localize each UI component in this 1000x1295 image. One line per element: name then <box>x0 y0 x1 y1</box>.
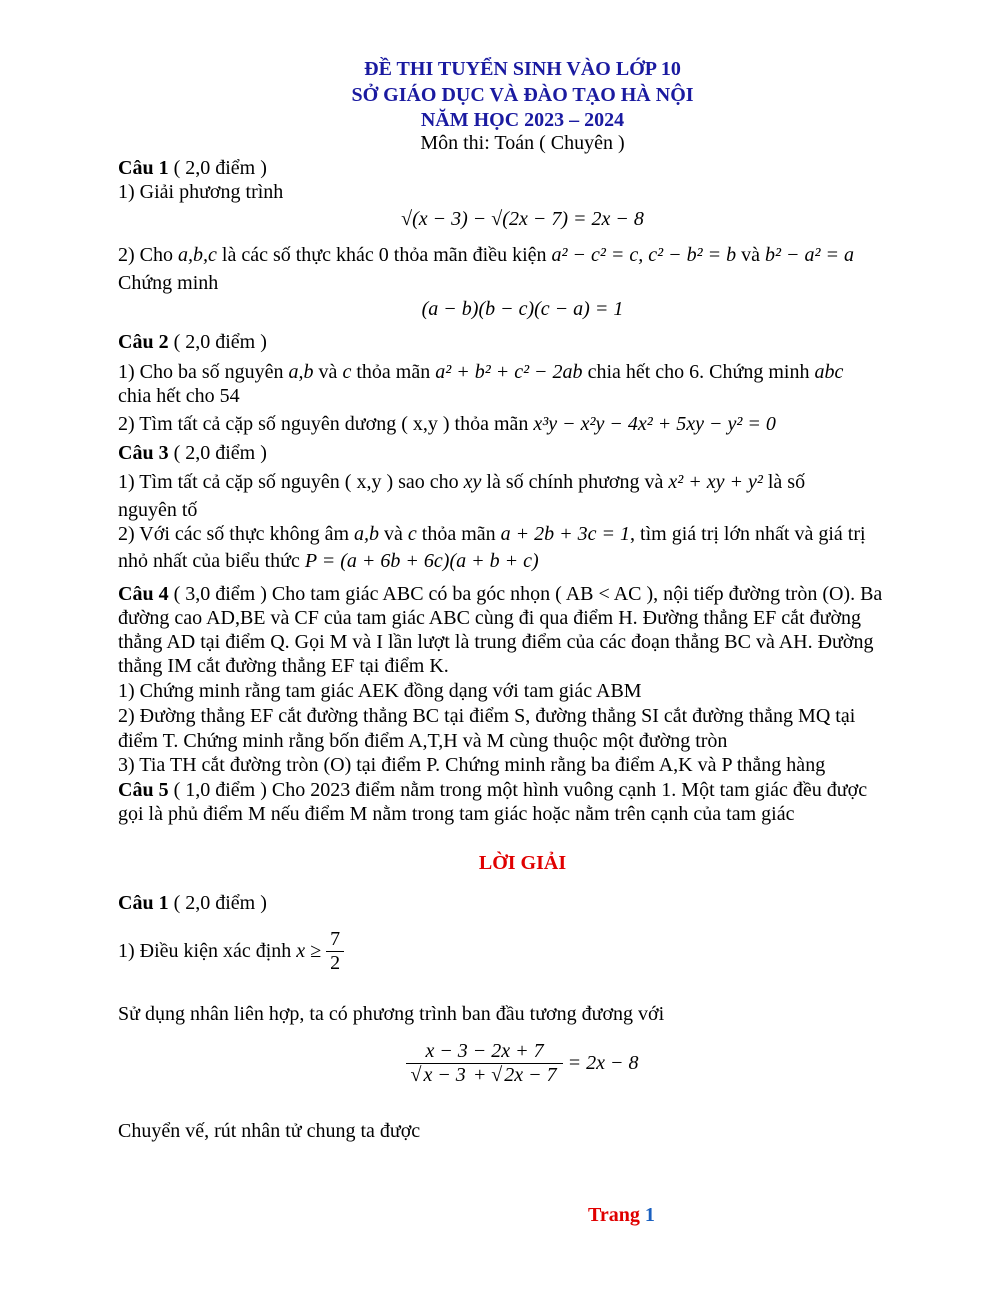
question-5-line-1: Câu 5 ( 1,0 điểm ) Cho 2023 điểm nằm trong một hình vuông cạnh 1. Một tam giác đều được <box>118 779 868 801</box>
exam-title: ĐỀ THI TUYỂN SINH VÀO LỚP 10 <box>364 58 681 80</box>
department-title: SỞ GIÁO DỤC VÀ ĐÀO TẠO HÀ NỘI <box>351 84 694 106</box>
question-3-heading: Câu 3 ( 2,0 điểm ) <box>118 442 267 464</box>
equation-1: √(x − 3) − √(2x − 7) = 2x − 8 <box>401 208 644 230</box>
question-1-heading: Câu 1 ( 2,0 điểm ) <box>118 157 267 179</box>
prove-label: Chứng minh <box>118 272 219 294</box>
school-year: NĂM HỌC 2023 – 2024 <box>420 109 625 131</box>
equation-2: (a − b)(b − c)(c − a) = 1 <box>421 298 624 320</box>
question-3-part-1: 1) Tìm tất cả cặp số nguyên ( x,y ) sao cho xy là số chính phương và x² + xy + y² là số <box>118 471 806 493</box>
fraction-7-over-2: $\frac{7}{2}$ <box>326 928 344 975</box>
question-4-line-5: 1) Chứng minh rằng tam giác AEK đồng dạng với tam giác ABM <box>118 680 642 702</box>
solution-fraction-equation: $\frac{x - 3 - 2x + 7}{√ x - 3 + √ 2x - 7}$ = 2x − 8 <box>0 1040 1000 1087</box>
question-1-part-2: 2) Cho a,b,c là các số thực khác 0 thỏa mãn điều kiện a² − c² = c, c² − b² = b và b² − a² = a <box>118 244 854 266</box>
question-3-part-2-cont: nhỏ nhất của biểu thức P = (a + 6b + 6c)(a + b + c) <box>118 550 539 572</box>
question-4-line-8: 3) Tia TH cắt đường tròn (O) tại điểm P. Chứng minh rằng ba điểm A,K và P thẳng hàng <box>118 754 826 776</box>
subject-line: Môn thi: Toán ( Chuyên ) <box>420 132 625 154</box>
solution-title: LỜI GIẢI <box>478 852 567 874</box>
question-4-line-7: điểm T. Chứng minh rằng bốn điểm A,T,H và M cùng thuộc một đường tròn <box>118 730 728 752</box>
question-4-line-4: thẳng IM cắt đường thẳng EF tại điểm K. <box>118 655 449 677</box>
question-4-line-6: 2) Đường thẳng EF cắt đường thẳng BC tại điểm S, đường thẳng SI cắt đường thẳng MQ tại <box>118 705 856 727</box>
solution-line-2: Sử dụng nhân liên hợp, ta có phương trình ban đầu tương đương với <box>118 1003 665 1025</box>
solution-line-3: Chuyển vế, rút nhân tử chung ta được <box>118 1120 421 1142</box>
question-2-part-1: 1) Cho ba số nguyên a,b và c thỏa mãn a² + b² + c² − 2ab chia hết cho 6. Chứng minh abc <box>118 361 844 383</box>
conjugate-fraction: $\frac{x - 3 - 2x + 7}{√ x - 3 + √ 2x - 7}$ <box>406 1040 562 1087</box>
solution-question-1-heading: Câu 1 ( 2,0 điểm ) <box>118 892 267 914</box>
question-2-heading: Câu 2 ( 2,0 điểm ) <box>118 331 267 353</box>
solution-condition: 1) Điều kiện xác định x ≥ $\frac{7}{2}$ <box>118 928 928 975</box>
question-1-part-1: 1) Giải phương trình <box>118 181 284 203</box>
question-4-line-2: đường cao AD,BE và CF của tam giác ABC cùng đi qua điểm H. Đường thẳng EF cắt đường <box>118 607 862 629</box>
question-5-line-2: gọi là phủ điểm M nếu điểm M nằm trong tam giác hoặc nằm trên cạnh của tam giác <box>118 803 795 825</box>
question-3-part-2: 2) Với các số thực không âm a,b và c thỏa mãn a + 2b + 3c = 1, tìm giá trị lớn nhất và giá trị <box>118 523 866 545</box>
question-4-line-3: thẳng AD tại điểm Q. Gọi M và I lần lượt là trung điểm của các đoạn thẳng BC và AH. Đường <box>118 631 874 653</box>
question-2-part-2: 2) Tìm tất cả cặp số nguyên dương ( x,y ) thỏa mãn x³y − x²y − 4x² + 5xy − y² = 0 <box>118 413 776 435</box>
question-3-part-1-cont: nguyên tố <box>118 499 198 521</box>
page-footer: Trang 1 <box>588 1204 655 1226</box>
question-2-part-1-cont: chia hết cho 54 <box>118 385 240 407</box>
question-4-line-1: Câu 4 ( 3,0 điểm ) Cho tam giác ABC có ba góc nhọn ( AB < AC ), nội tiếp đường tròn (O). Ba <box>118 583 883 605</box>
